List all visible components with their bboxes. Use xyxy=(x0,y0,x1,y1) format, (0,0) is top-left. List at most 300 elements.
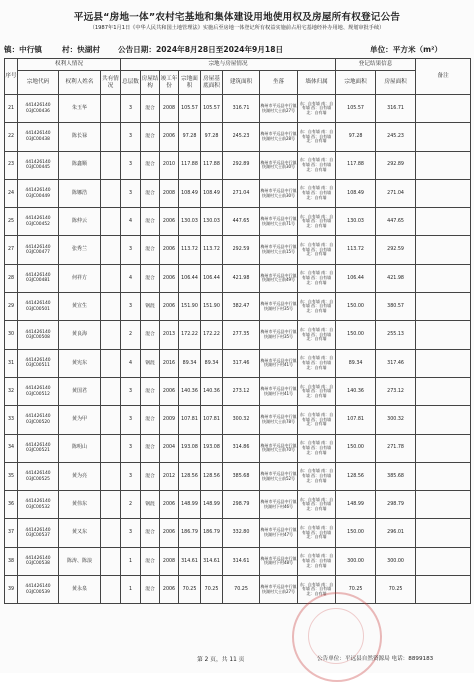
row-floors: 1 xyxy=(121,576,141,604)
row-parcel-code xyxy=(18,264,59,292)
row-building-area: 292.59 xyxy=(223,236,260,264)
row-year: 2008 xyxy=(160,179,179,207)
parcel-code-line-2: 03JC00445 xyxy=(26,165,50,171)
parcel-code-line-1: 441426140 xyxy=(25,357,51,363)
row-building-area: 316.71 xyxy=(223,95,260,123)
row-structure: 混合 xyxy=(141,179,160,207)
row-parcel-code xyxy=(18,123,59,151)
row-location: 梅州市平远县中行镇快湖村大士前71号 xyxy=(260,208,298,236)
row-parcel-area: 128.56 xyxy=(179,462,201,490)
header-owner: 权利人姓名 xyxy=(59,71,101,95)
table-row xyxy=(5,349,471,377)
row-location: 梅州市平远县中行镇快湖村大士前78号 xyxy=(260,406,298,434)
row-base-area: 314.61 xyxy=(201,547,223,575)
row-parcel-code xyxy=(18,519,59,547)
table-row xyxy=(5,95,471,123)
row-structure: 混合 xyxy=(141,123,160,151)
row-location: 梅州市平远县中行镇快湖村下村48号 xyxy=(260,547,298,575)
row-parcel-area: 140.36 xyxy=(179,377,201,405)
unit-label: 单位：平方米（m²） xyxy=(370,45,442,54)
row-owner: 黄为亮 xyxy=(59,462,101,490)
row-base-area: 113.72 xyxy=(201,236,223,264)
header-co-owner: 共有情况 xyxy=(101,71,121,95)
row-co-owner xyxy=(101,321,121,349)
table-row xyxy=(5,576,471,604)
row-parcel-area: 314.61 xyxy=(179,547,201,575)
row-parcel-code xyxy=(18,547,59,575)
header-base-area: 房屋基底面积 xyxy=(201,71,223,95)
row-structure: 混合 xyxy=(141,434,160,462)
row-seq: 39 xyxy=(5,576,18,604)
row-building-area: 314.86 xyxy=(223,434,260,462)
register-rows xyxy=(5,95,471,604)
row-building-area: 298.79 xyxy=(223,491,260,519)
row-seq: 28 xyxy=(5,264,18,292)
row-owner: 黄国君 xyxy=(59,377,101,405)
row-remarks xyxy=(416,293,471,321)
row-structure: 混合 xyxy=(141,519,160,547)
row-result-building-area: 300.00 xyxy=(376,547,416,575)
parcel-code-line-2: 03JC00438 xyxy=(26,136,50,142)
row-owner: 张秀兰 xyxy=(59,236,101,264)
row-parcel-area: 108.49 xyxy=(179,179,201,207)
row-seq: 24 xyxy=(5,179,18,207)
row-walls: 东：自有墙 南：自有墙 西：自有墙 北：自有墙 xyxy=(298,519,336,547)
row-location: 梅州市平远县中行镇快湖村大士前52号 xyxy=(260,462,298,490)
row-seq: 25 xyxy=(5,208,18,236)
row-walls: 东：自有墙 南：自有墙 西：自有墙 北：自有墙 xyxy=(298,151,336,179)
header-floors: 总层数 xyxy=(121,71,141,95)
row-seq: 29 xyxy=(5,293,18,321)
table-row xyxy=(5,179,471,207)
row-owner: 陈明山 xyxy=(59,434,101,462)
parcel-code-line-1: 441426140 xyxy=(25,414,51,420)
row-remarks xyxy=(416,576,471,604)
row-result-building-area: 70.25 xyxy=(376,576,416,604)
row-year: 2006 xyxy=(160,576,179,604)
row-parcel-area: 107.81 xyxy=(179,406,201,434)
row-remarks xyxy=(416,547,471,575)
row-base-area: 186.79 xyxy=(201,519,223,547)
row-structure: 混合 xyxy=(141,95,160,123)
parcel-code-line-2: 03JC00436 xyxy=(26,108,50,114)
row-parcel-area: 186.79 xyxy=(179,519,201,547)
row-result-building-area: 271.78 xyxy=(376,434,416,462)
table-row xyxy=(5,293,471,321)
row-seq: 35 xyxy=(5,462,18,490)
row-owner: 陈涛、陈浪 xyxy=(59,547,101,575)
row-parcel-area: 148.99 xyxy=(179,491,201,519)
header-remarks: 备注 xyxy=(416,59,471,95)
row-co-owner xyxy=(101,519,121,547)
parcel-code-line-1: 441426140 xyxy=(25,442,51,448)
row-parcel-area: 97.28 xyxy=(179,123,201,151)
row-walls: 东：自有墙 南：自有墙 西：自有墙 北：自有墙 xyxy=(298,547,336,575)
row-owner: 黄良海 xyxy=(59,321,101,349)
row-base-area: 128.56 xyxy=(201,462,223,490)
row-result-parcel-area: 106.44 xyxy=(336,264,376,292)
parcel-code-line-1: 441426140 xyxy=(25,272,51,278)
row-year: 2013 xyxy=(160,321,179,349)
row-parcel-area: 193.08 xyxy=(179,434,201,462)
row-parcel-code xyxy=(18,179,59,207)
row-result-building-area: 316.71 xyxy=(376,95,416,123)
row-remarks xyxy=(416,321,471,349)
row-owner: 黄为甲 xyxy=(59,406,101,434)
row-structure: 钢混 xyxy=(141,491,160,519)
parcel-code-line-2: 03JC00477 xyxy=(26,250,50,256)
row-walls: 东：自有墙 南：自有墙 西：自有墙 北：自有墙 xyxy=(298,208,336,236)
row-result-building-area: 296.01 xyxy=(376,519,416,547)
row-base-area: 151.90 xyxy=(201,293,223,321)
row-parcel-code xyxy=(18,377,59,405)
row-location: 梅州市平远县中行镇快湖村大士前30号 xyxy=(260,179,298,207)
header-result-building-area: 房屋面积 xyxy=(376,71,416,95)
row-base-area: 105.57 xyxy=(201,95,223,123)
row-co-owner xyxy=(101,264,121,292)
table-row xyxy=(5,151,471,179)
row-owner: 黄又东 xyxy=(59,519,101,547)
row-walls: 东：自有墙 南：自有墙 西：自有墙 北：自有墙 xyxy=(298,491,336,519)
parcel-code-line-1: 441426140 xyxy=(25,244,51,250)
row-base-area: 130.03 xyxy=(201,208,223,236)
parcel-code-line-1: 441426140 xyxy=(25,329,51,335)
row-result-parcel-area: 107.81 xyxy=(336,406,376,434)
row-owner: 何祥方 xyxy=(59,264,101,292)
register-table xyxy=(4,58,471,604)
table-row xyxy=(5,321,471,349)
header-building-area: 建筑面积 xyxy=(223,71,260,95)
row-owner: 黄宣生 xyxy=(59,293,101,321)
row-location: 梅州市平远县中行镇快湖村大士前15号 xyxy=(260,236,298,264)
row-co-owner xyxy=(101,95,121,123)
row-year: 2012 xyxy=(160,462,179,490)
parcel-code-line-1: 441426140 xyxy=(25,555,51,561)
row-seq: 38 xyxy=(5,547,18,575)
parcel-code-line-2: 03JC00449 xyxy=(26,193,50,199)
row-floors: 3 xyxy=(121,123,141,151)
row-parcel-area: 106.44 xyxy=(179,264,201,292)
table-row xyxy=(5,547,471,575)
row-seq: 23 xyxy=(5,151,18,179)
row-remarks xyxy=(416,349,471,377)
header-parcel-group: 宗地与房屋情况 xyxy=(121,59,336,71)
row-walls: 东：自有墙 南：自有墙 西：自有墙 北：自有墙 xyxy=(298,264,336,292)
row-result-parcel-area: 128.56 xyxy=(336,462,376,490)
row-building-area: 70.25 xyxy=(223,576,260,604)
row-remarks xyxy=(416,151,471,179)
row-result-parcel-area: 150.00 xyxy=(336,293,376,321)
row-building-area: 421.98 xyxy=(223,264,260,292)
row-parcel-code xyxy=(18,293,59,321)
row-owner: 黄伟东 xyxy=(59,491,101,519)
row-floors: 4 xyxy=(121,264,141,292)
row-remarks xyxy=(416,264,471,292)
row-walls: 东：自有墙 南：自有墙 西：自有墙 北：自有墙 xyxy=(298,576,336,604)
row-parcel-area: 113.72 xyxy=(179,236,201,264)
row-co-owner xyxy=(101,547,121,575)
row-base-area: 108.49 xyxy=(201,179,223,207)
row-result-building-area: 317.46 xyxy=(376,349,416,377)
row-building-area: 314.61 xyxy=(223,547,260,575)
row-walls: 东：自有墙 南：自有墙 西：自有墙 北：自有墙 xyxy=(298,377,336,405)
row-floors: 3 xyxy=(121,179,141,207)
row-result-parcel-area: 97.28 xyxy=(336,123,376,151)
row-building-area: 277.35 xyxy=(223,321,260,349)
row-co-owner xyxy=(101,576,121,604)
row-result-building-area: 300.32 xyxy=(376,406,416,434)
row-result-parcel-area: 113.72 xyxy=(336,236,376,264)
official-seal xyxy=(292,592,382,682)
parcel-code-line-1: 441426140 xyxy=(25,527,51,533)
row-floors: 4 xyxy=(121,349,141,377)
header-location: 坐落 xyxy=(260,71,298,95)
parcel-code-line-2: 03JC00525 xyxy=(26,476,50,482)
table-row xyxy=(5,462,471,490)
publisher-info: 公告单位：平远县自然资源局 电话：8899183 xyxy=(317,656,434,662)
parcel-code-line-1: 441426140 xyxy=(25,499,51,505)
row-result-building-area: 292.59 xyxy=(376,236,416,264)
row-result-parcel-area: 140.36 xyxy=(336,377,376,405)
row-remarks xyxy=(416,491,471,519)
row-result-parcel-area: 89.34 xyxy=(336,349,376,377)
row-location: 梅州市平远县中行镇快湖村下村47号 xyxy=(260,519,298,547)
parcel-code-line-2: 03JC00508 xyxy=(26,335,50,341)
row-structure: 混合 xyxy=(141,321,160,349)
row-walls: 东：自有墙 南：自有墙 西：自有墙 北：自有墙 xyxy=(298,293,336,321)
row-building-area: 273.12 xyxy=(223,377,260,405)
row-co-owner xyxy=(101,208,121,236)
row-building-area: 245.23 xyxy=(223,123,260,151)
table-row xyxy=(5,236,471,264)
parcel-code-line-2: 03JC00501 xyxy=(26,306,50,312)
row-floors: 3 xyxy=(121,434,141,462)
table-row xyxy=(5,377,471,405)
row-co-owner xyxy=(101,349,121,377)
row-result-parcel-area: 130.03 xyxy=(336,208,376,236)
row-building-area: 300.32 xyxy=(223,406,260,434)
town-label: 镇：中行镇 xyxy=(4,45,42,54)
parcel-code-line-2: 03JC00539 xyxy=(26,589,50,595)
row-remarks xyxy=(416,179,471,207)
table-row xyxy=(5,208,471,236)
row-building-area: 317.46 xyxy=(223,349,260,377)
row-year: 2016 xyxy=(160,349,179,377)
row-co-owner xyxy=(101,151,121,179)
parcel-code-line-2: 03JC00481 xyxy=(26,278,50,284)
parcel-code-line-1: 441426140 xyxy=(25,471,51,476)
row-floors: 3 xyxy=(121,293,141,321)
row-structure: 混合 xyxy=(141,151,160,179)
row-structure: 混合 xyxy=(141,462,160,490)
row-base-area: 107.81 xyxy=(201,406,223,434)
row-walls: 东：自有墙 南：自有墙 西：自有墙 北：自有墙 xyxy=(298,462,336,490)
row-location: 梅州市平远县中行镇快湖村大士前70号 xyxy=(260,434,298,462)
row-structure: 钢混 xyxy=(141,293,160,321)
row-location: 梅州市平远县中行镇快湖村大士前27号 xyxy=(260,95,298,123)
parcel-code-line-1: 441426140 xyxy=(25,103,51,109)
row-result-building-area: 292.89 xyxy=(376,151,416,179)
row-structure: 混合 xyxy=(141,264,160,292)
row-location: 梅州市平远县中行镇快湖村下村35号 xyxy=(260,321,298,349)
row-base-area: 172.22 xyxy=(201,321,223,349)
row-year: 2006 xyxy=(160,123,179,151)
row-seq: 21 xyxy=(5,95,18,123)
row-building-area: 382.47 xyxy=(223,293,260,321)
parcel-code-line-2: 03JC00512 xyxy=(26,391,50,397)
parcel-code-line-1: 441426140 xyxy=(25,216,51,222)
row-floors: 2 xyxy=(121,491,141,519)
row-walls: 东：自有墙 南：自有墙 西：自有墙 北：自有墙 xyxy=(298,321,336,349)
row-floors: 3 xyxy=(121,95,141,123)
row-result-parcel-area: 105.57 xyxy=(336,95,376,123)
row-parcel-code xyxy=(18,151,59,179)
row-co-owner xyxy=(101,434,121,462)
notice-title: 平远县“房地一体”农村宅基地和集体建设用地使用权及房屋所有权登记公告 xyxy=(73,12,401,23)
parcel-code-line-2: 03JC00511 xyxy=(26,363,50,369)
row-location: 梅州市平远县中行镇快湖村下村41号 xyxy=(260,349,298,377)
row-co-owner xyxy=(101,377,121,405)
row-parcel-code xyxy=(18,95,59,123)
row-result-building-area: 271.04 xyxy=(376,179,416,207)
row-seq: 34 xyxy=(5,434,18,462)
row-result-parcel-area: 300.00 xyxy=(336,547,376,575)
parcel-code-line-2: 03JC00520 xyxy=(26,419,50,425)
row-parcel-area: 70.25 xyxy=(179,576,201,604)
row-floors: 3 xyxy=(121,406,141,434)
row-location: 梅州市平远县中行镇快湖村大士前27号 xyxy=(260,576,298,604)
header-result-parcel-area: 宗地面积 xyxy=(336,71,376,95)
table-row xyxy=(5,434,471,462)
row-year: 2010 xyxy=(160,151,179,179)
notice-period: 公告日期：2024年8月28日至2024年9月18日 xyxy=(118,45,284,54)
row-parcel-code xyxy=(18,434,59,462)
parcel-code-line-2: 03JC00452 xyxy=(26,221,50,227)
parcel-code-line-2: 03JC00532 xyxy=(26,504,50,510)
table-row xyxy=(5,519,471,547)
row-walls: 东：自有墙 南：自有墙 西：自有墙 北：自有墙 xyxy=(298,95,336,123)
row-co-owner xyxy=(101,179,121,207)
row-structure: 钢混 xyxy=(141,349,160,377)
parcel-code-line-1: 441426140 xyxy=(25,584,51,590)
row-structure: 混合 xyxy=(141,576,160,604)
row-seq: 27 xyxy=(5,236,18,264)
row-parcel-code xyxy=(18,321,59,349)
row-walls: 东：自有墙 南：自有墙 西：自有墙 北：自有墙 xyxy=(298,236,336,264)
table-row xyxy=(5,491,471,519)
row-floors: 1 xyxy=(121,547,141,575)
row-floors: 4 xyxy=(121,208,141,236)
row-structure: 混合 xyxy=(141,236,160,264)
row-owner: 陈仲云 xyxy=(59,208,101,236)
row-floors: 3 xyxy=(121,236,141,264)
row-parcel-code xyxy=(18,406,59,434)
row-base-area: 106.44 xyxy=(201,264,223,292)
header-seq: 序号 xyxy=(5,59,18,95)
row-remarks xyxy=(416,434,471,462)
row-base-area: 70.25 xyxy=(201,576,223,604)
row-parcel-area: 117.88 xyxy=(179,151,201,179)
parcel-code-line-2: 03JC00538 xyxy=(26,561,50,567)
parcel-code-line-1: 441426140 xyxy=(25,131,51,137)
row-walls: 东：自有墙 南：自有墙 西：自有墙 北：自有墙 xyxy=(298,123,336,151)
row-parcel-code xyxy=(18,491,59,519)
row-parcel-area: 172.22 xyxy=(179,321,201,349)
row-building-area: 332.80 xyxy=(223,519,260,547)
row-owner: 陈娜浩 xyxy=(59,179,101,207)
row-seq: 36 xyxy=(5,491,18,519)
row-location: 梅州市平远县中行镇快湖村下村41号 xyxy=(260,377,298,405)
row-co-owner xyxy=(101,406,121,434)
row-result-building-area: 298.79 xyxy=(376,491,416,519)
row-year: 2006 xyxy=(160,264,179,292)
table-row xyxy=(5,406,471,434)
row-base-area: 89.34 xyxy=(201,349,223,377)
row-floors: 3 xyxy=(121,151,141,179)
row-result-parcel-area: 150.00 xyxy=(336,321,376,349)
row-owner: 陈鑫顺 xyxy=(59,151,101,179)
parcel-code-line-2: 03JC00521 xyxy=(26,448,50,454)
row-co-owner xyxy=(101,293,121,321)
header-structure: 房屋结构 xyxy=(141,71,160,95)
row-remarks xyxy=(416,95,471,123)
row-floors: 3 xyxy=(121,519,141,547)
parcel-code-line-2: 03JC00537 xyxy=(26,533,50,539)
row-seq: 22 xyxy=(5,123,18,151)
row-parcel-code xyxy=(18,462,59,490)
row-year: 2006 xyxy=(160,377,179,405)
row-result-building-area: 273.12 xyxy=(376,377,416,405)
row-structure: 混合 xyxy=(141,208,160,236)
row-base-area: 97.28 xyxy=(201,123,223,151)
table-row xyxy=(5,264,471,292)
row-result-building-area: 245.23 xyxy=(376,123,416,151)
row-building-area: 447.65 xyxy=(223,208,260,236)
row-building-area: 385.68 xyxy=(223,462,260,490)
row-year: 2006 xyxy=(160,236,179,264)
header-parcel-area: 宗地面积 xyxy=(179,71,201,95)
row-parcel-code xyxy=(18,208,59,236)
row-parcel-code xyxy=(18,576,59,604)
parcel-code-line-1: 441426140 xyxy=(25,301,51,307)
row-parcel-area: 89.34 xyxy=(179,349,201,377)
row-building-area: 292.89 xyxy=(223,151,260,179)
page-indicator: 第 2 页，共 11 页 xyxy=(197,657,245,663)
row-parcel-area: 105.57 xyxy=(179,95,201,123)
row-result-parcel-area: 148.99 xyxy=(336,491,376,519)
row-result-building-area: 385.68 xyxy=(376,462,416,490)
row-co-owner xyxy=(101,236,121,264)
row-seq: 31 xyxy=(5,349,18,377)
parcel-code-line-1: 441426140 xyxy=(25,159,51,165)
village-label: 村：快湖村 xyxy=(62,45,100,54)
parcel-code-line-1: 441426140 xyxy=(25,188,51,194)
row-location: 梅州市平远县中行镇快湖村下村46号 xyxy=(260,491,298,519)
row-walls: 东：自有墙 南：自有墙 西：自有墙 北：自有墙 xyxy=(298,434,336,462)
row-year: 2008 xyxy=(160,95,179,123)
header-walls: 墙体归属 xyxy=(298,71,336,95)
row-remarks xyxy=(416,519,471,547)
row-result-parcel-area: 70.25 xyxy=(336,576,376,604)
row-remarks xyxy=(416,406,471,434)
row-location: 梅州市平远县中行镇快湖村大士前49号 xyxy=(260,264,298,292)
row-remarks xyxy=(416,123,471,151)
row-floors: 3 xyxy=(121,377,141,405)
row-structure: 混合 xyxy=(141,547,160,575)
row-floors: 2 xyxy=(121,321,141,349)
header-year: 竣工年份 xyxy=(160,71,179,95)
row-co-owner xyxy=(101,123,121,151)
